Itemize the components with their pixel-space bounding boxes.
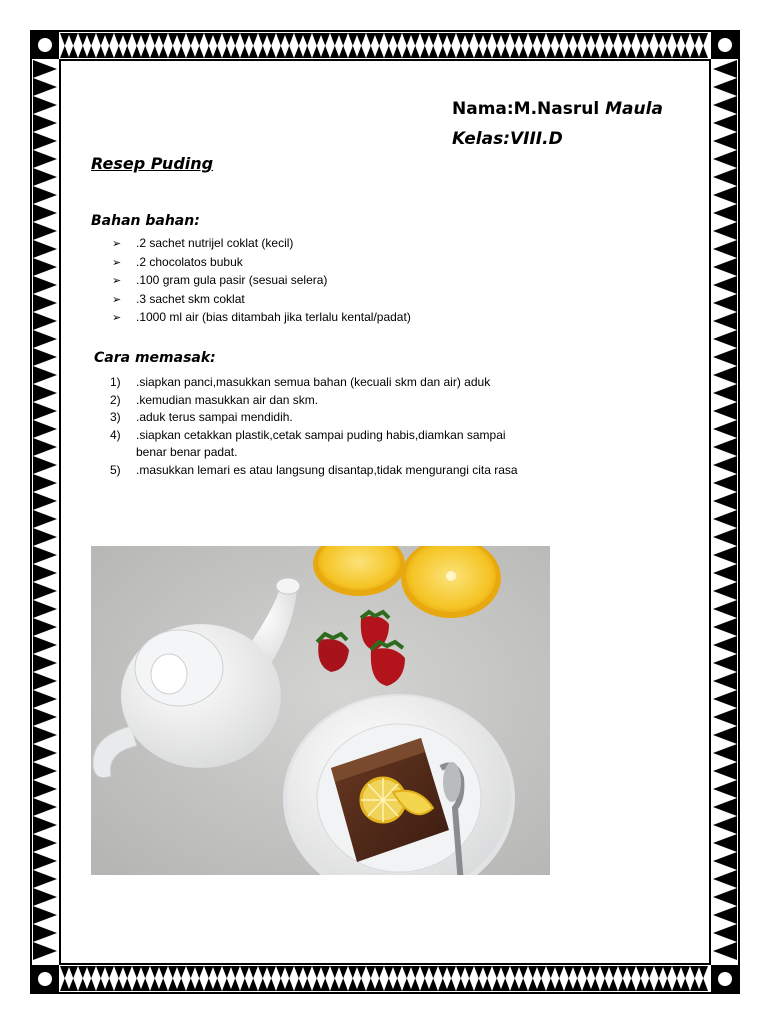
step-number: 2) (110, 392, 121, 407)
ingredient-text: .3 sachet skm coklat (136, 291, 245, 306)
arrow-bullet-icon: ➢ (112, 312, 122, 324)
step-text: .masukkan lemari es atau langsung disantap,tidak mengurangi cita rasa (136, 462, 518, 477)
ingredient-text: .100 gram gula pasir (sesuai selera) (136, 273, 328, 287)
ingredients-list (112, 235, 411, 328)
list-item (110, 462, 556, 480)
list-item (112, 235, 411, 254)
list-item (112, 291, 411, 310)
step-number: 1) (110, 375, 121, 389)
arrow-bullet-icon: ➢ (112, 275, 122, 287)
ingredient-text: .1000 ml air (bias ditambah jika terlalu kental/padat) (136, 310, 411, 324)
list-item (112, 309, 411, 328)
step-number: 5) (110, 462, 121, 477)
ingredient-text: .2 sachet nutrijel coklat (kecil) (136, 236, 294, 250)
page-title: Resep Puding (91, 154, 214, 173)
pudding-photo (91, 546, 550, 875)
step-text: .siapkan cetakkan plastik,cetak sampai puding habis,diamkan sampai benar benar padat. (136, 427, 506, 459)
list-item (110, 374, 556, 392)
arrow-bullet-icon: ➢ (112, 256, 122, 269)
step-text: .kemudian masukkan air dan skm. (136, 392, 319, 407)
arrow-bullet-icon: ➢ (112, 293, 122, 306)
student-name (452, 94, 663, 124)
ingredient-text: .2 chocolatos bubuk (136, 254, 243, 269)
list-item (110, 392, 556, 410)
step-text: .siapkan panci,masukkan semua bahan (kecuali skm dan air) aduk (136, 375, 491, 389)
step-number: 4) (110, 427, 121, 442)
method-heading: Cara memasak: (94, 350, 216, 366)
name-label: Nama:M.Nasrul (452, 99, 600, 119)
list-item (110, 427, 556, 462)
list-item (112, 254, 411, 273)
method-steps (110, 374, 556, 479)
name-surname: Maula (605, 99, 663, 119)
arrow-bullet-icon: ➢ (112, 238, 122, 250)
list-item (110, 409, 556, 427)
list-item (112, 272, 411, 291)
step-number: 3) (110, 410, 121, 424)
step-text: .aduk terus sampai mendidih. (136, 410, 293, 424)
student-info (452, 94, 663, 154)
student-class: Kelas:VIII.D (452, 129, 563, 149)
ingredients-heading: Bahan bahan: (91, 213, 200, 229)
